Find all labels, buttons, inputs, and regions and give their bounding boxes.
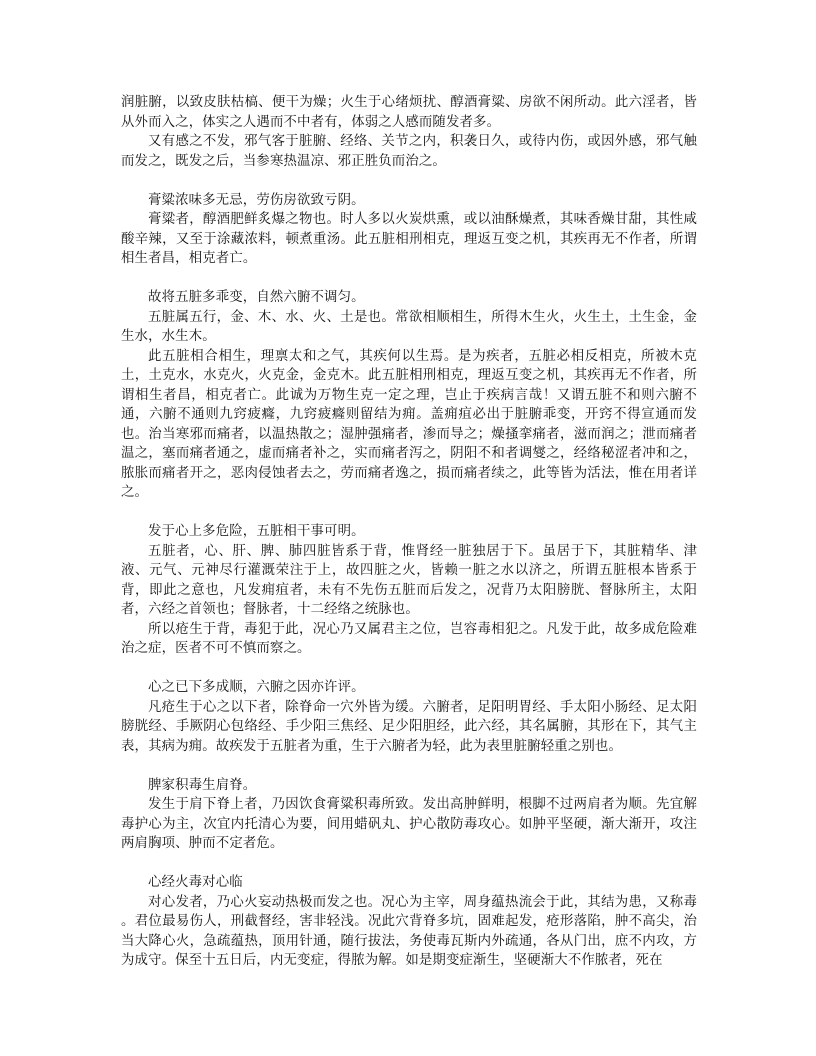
paragraph: 对心发者，乃心火妄动热极而发之也。况心为主宰，周身蕴热流会于此，其结为患，又称毒 。君位最易伤人，刑截督经，害非轻浅。况此穴背脊多坑，固难起发，疮形落陷，肿不高尖，治当大降心火，急疏蕴热，顶用针通，随行拔法，务使毒瓦斯内外疏通，各从门出，庶不内攻，方为成守。保至十五日后，内无变症，得脓为解。如是期变症渐生，坚硬渐大不作脓者，死在 [121,894,697,968]
paragraph: 凡疮生于心之以下者，除脊命一穴外皆为缓。六腑者，足阳明胃经、手太阳小肠经、足太阳膀胱经、手厥阴心包络经、手少阳三焦经、足少阳胆经，此六经，其名属腑，其形在下，其气主表，其病为痈。故疾发于五脏者为重，生于六腑者为轻，此为表里脏腑轻重之别也。 [121,699,697,754]
verse-heading: 发于心上多危险，五脏相干事可明。 [148,524,365,539]
verse-heading: 脾家积毒生肩脊。 [148,777,257,793]
paragraph: 润脏腑，以致皮肤枯槁、便干为燥；火生于心绪烦扰、醇酒膏粱、房欲不闲所动。此六淫者，皆从外而入之，体实之人遇而不中者有，体弱之人感而随发者多。 [121,95,697,130]
paragraph: 发生于肩下脊上者，乃因饮食膏粱积毒所致。发出高肿鲜明，根脚不过两肩者为顺。先宜解毒护心为主，次宜内托清心为要，间用蜡矾丸、护心散防毒攻心。如肿平坚硬，渐大渐开，攻注两肩胸项、肿而不定者危。 [121,797,697,851]
paragraph: 所以疮生于背，毒犯于此，况心乃又属君主之位，岂容毒相犯之。凡发于此，故多成危险难治之症，医者不可不慎而察之。 [121,621,697,656]
paragraph: 五脏属五行，金、木、水、火、土是也。常欲相顺相生，所得木生火，火生土，土生金，金生水，水生木。 [121,309,697,344]
paragraph: 膏粱者，醇酒肥鲜炙爆之物也。时人多以火炭烘熏，或以油酥燥煮，其味香燥甘甜，其性咸酸辛辣，又至于涂藏浓料，顿煮重汤。此五脏相刑相克，理返互变之机，其疾再无不作者，所谓相生者昌，相克者亡。 [121,212,697,266]
verse-heading: 心经火毒对心临 [148,875,243,890]
verse-heading: 心之已下多成顺，六腑之因亦许评。 [148,680,365,695]
paragraph: 又有感之不发，邪气客于脏腑、经络、关节之内，积袭日久，或待内伤，或因外感，邪气触而发之，既发之后，当参寒热温凉、邪正胜负而治之。 [121,134,697,169]
verse-heading: 膏粱浓味多无忌，劳伤房欲致亏阴。 [148,192,365,208]
paragraph: 五脏者，心、肝、脾、肺四脏皆系于背，惟肾经一脏独居于下。虽居于下，其脏精华、津液、元气、元神尽行灌溉荣注于上，故四脏之火，皆赖一脏之水以济之，所谓五脏根本皆系于背，即此之意也，凡发痈疽者，未有不先伤五脏而后发之，况背乃太阳膀胱、督脉所主，太阳者，六经之首领也；督脉者，十二经络之统脉也。 [121,543,697,617]
verse-heading: 故将五脏多乖变，自然六腑不调匀。 [148,290,365,305]
document-page [121,93,697,971]
paragraph: 此五脏相合相生，理禀太和之气，其疾何以生焉。是为疾者，五脏必相反相克，所被木克土，土克水，水克火，火克金，金克木。此五脏相刑相克，理返互变之机，其疾再无不作者，所谓相生者昌，相克者亡。此诚为万物生克一定之理，岂止于疾病言哉！又谓五脏不和则六腑不通，六腑不通则九窍疲癃，九窍疲癃则留结为痈。盖痈疽必出于脏腑乖变，开窍不得宣通而发也。治当寒邪而痛者，以温热散之；湿肿强痛者，渗而导之；燥搔挛痛者，滋而润之；泄而痛者温之，塞而痛者通之，虚而痛者补之，实而痛者泻之，阴阳不和者调燮之，经络秘涩者冲和之，脓胀而痛者开之，恶肉侵蚀者去之，劳而痛者逸之，损而痛者续之，此等皆为活法，惟在用者详之。 [121,348,697,500]
